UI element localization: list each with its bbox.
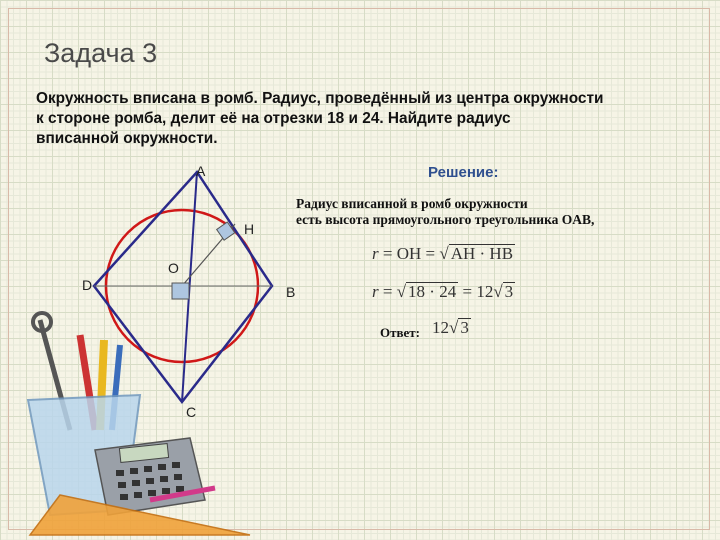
formula-2: r = √ 18 · 24 = 12√ 3 <box>372 282 514 301</box>
solution-line-2: есть высота прямоугольного треугольника OAB, <box>296 212 595 227</box>
answer-label: Ответ: <box>380 325 421 340</box>
slide-title: Задача 3 <box>44 38 158 68</box>
formula-1-mid: OH <box>396 244 422 263</box>
problem-line-3: вписанной окружности. <box>36 130 218 147</box>
solution-heading: Решение: <box>428 164 499 181</box>
point-b-label: B <box>286 284 296 300</box>
answer-root: 3 <box>460 318 469 337</box>
solution-line-1: Радиус вписанной в ромб окружности <box>296 196 528 211</box>
problem-line-2: к стороне ромба, делит её на отрезки 18 и 24. Найдите радиус <box>36 110 511 127</box>
formula-1-radicand: AH · HB <box>450 244 514 263</box>
point-o-label: O <box>168 260 179 276</box>
calculator-icon <box>95 438 205 515</box>
point-c-label: C <box>186 404 197 420</box>
formula-1: r = OH = √ AH · HB <box>372 244 514 263</box>
point-d-label: D <box>82 277 93 293</box>
formula-2-radicand: 18 · 24 <box>408 282 457 301</box>
formula-2-coef: 12 <box>476 282 494 301</box>
problem-line-1: Окружность вписана в ромб. Радиус, проведённый из центра окружности <box>36 90 604 107</box>
formula-1-lhs: r <box>372 244 379 263</box>
answer-coef: 12 <box>432 318 449 337</box>
formula-2-lhs: r <box>372 282 379 301</box>
formula-2-root: 3 <box>504 282 514 301</box>
point-h-label: H <box>244 221 255 237</box>
point-a-label: A <box>196 163 206 179</box>
answer-value: 12√ 3 <box>432 318 469 337</box>
